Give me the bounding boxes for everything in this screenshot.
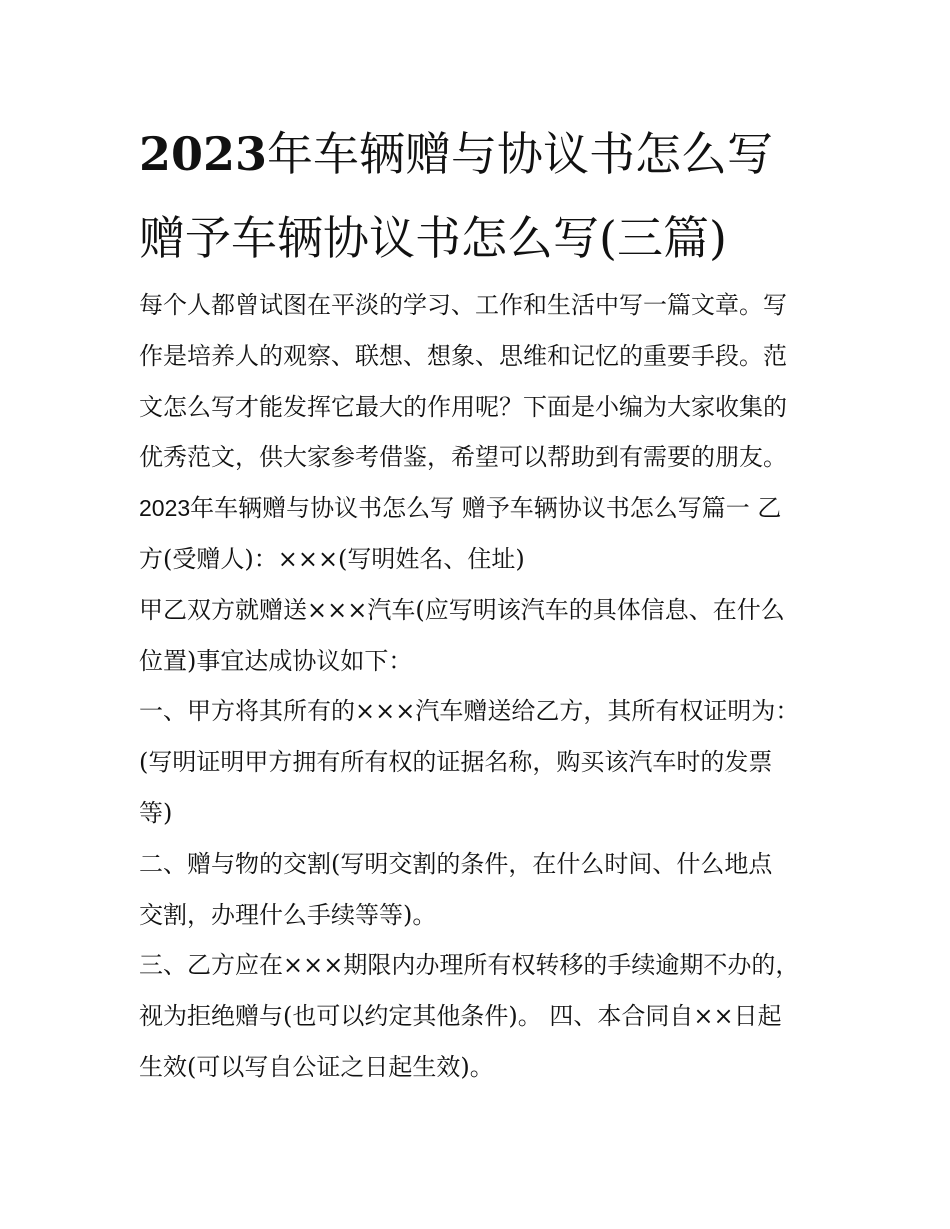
body-line: 二、赠与物的交割(写明交割的条件，在什么时间、什么地点 [139, 849, 773, 878]
body-line: 交割，办理什么手续等等)。 [139, 900, 437, 929]
title-year: 2023 [139, 127, 268, 181]
title-line-1 [139, 127, 773, 181]
body-line: 视为拒绝赠与(也可以约定其他条件)。 四、本合同自××日起 [139, 1002, 782, 1031]
title-line-2: 赠予车辆协议书怎么写(三篇) [139, 211, 727, 265]
body-line: 一、甲方将其所有的×××汽车赠送给乙方，其所有权证明为： [139, 697, 800, 726]
body-line: (写明证明甲方拥有所有权的证据名称，购买该汽车时的发票 [139, 748, 773, 777]
body-line-text: 年车辆赠与协议书怎么写 赠予车辆协议书怎么写篇一 乙 [190, 494, 782, 523]
document-body [139, 280, 819, 1093]
document-title [139, 112, 839, 280]
body-line: 生效(可以写自公证之日起生效)。 [139, 1052, 494, 1081]
body-line: 每个人都曾试图在平淡的学习、工作和生活中写一篇文章。写 [139, 291, 787, 319]
title-line-1-text: 年车辆赠与协议书怎么写 [267, 127, 774, 181]
body-line-year: 2023 [139, 495, 191, 522]
body-line: 位置)事宜达成协议如下： [139, 646, 413, 675]
body-line: 方(受赠人)：×××(写明姓名、住址) [139, 544, 525, 573]
body-line: 等) [139, 798, 173, 827]
body-line: 优秀范文，供大家参考借鉴，希望可以帮助到有需要的朋友。 [139, 443, 787, 472]
body-line: 三、乙方应在×××期限内办理所有权转移的手续逾期不办的， [139, 951, 800, 980]
body-line: 作是培养人的观察、联想、想象、思维和记忆的重要手段。范 [139, 341, 787, 370]
body-line: 甲乙双方就赠送×××汽车(应写明该汽车的具体信息、在什么 [139, 595, 785, 624]
body-line: 文怎么写才能发挥它最大的作用呢？下面是小编为大家收集的 [139, 392, 787, 421]
body-line [139, 483, 819, 534]
